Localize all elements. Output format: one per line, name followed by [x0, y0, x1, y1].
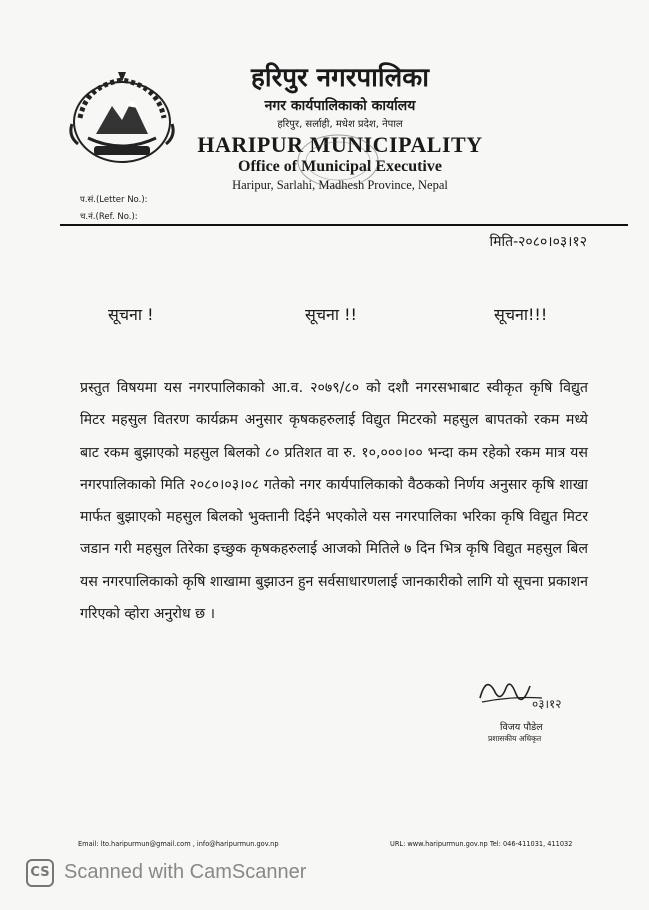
reference-number-label: च.नं.(Ref. No.): — [80, 212, 138, 222]
date-line: मिति-२०८०।०३।१२ — [489, 234, 587, 250]
notice-heading-2: सूचना !! — [305, 305, 357, 324]
municipality-name-en: HARIPUR MUNICIPALITY — [197, 132, 483, 157]
nepal-emblem-icon — [66, 66, 178, 170]
header-divider — [60, 224, 628, 226]
notice-heading-1: सूचना ! — [108, 305, 154, 324]
signature-icon — [472, 668, 572, 716]
office-seal-icon — [292, 128, 384, 194]
signer-name: विजय पौडेल — [500, 722, 543, 733]
address-en: Haripur, Sarlahi, Madhesh Province, Nepal — [232, 178, 448, 192]
letter-number-label: प.सं.(Letter No.): — [80, 195, 148, 205]
footer-url-tel: URL: www.haripurmun.gov.np Tel: 046-411031, 411032 — [390, 840, 573, 848]
signer-title: प्रशासकीय अधिकृत — [488, 734, 542, 743]
camscanner-logo-icon: CS — [26, 859, 54, 887]
municipality-name-np: हरिपुर नगरपालिका — [251, 63, 429, 93]
footer-email: Email: lto.haripurmun@gmail.com , info@haripurmun.gov.np — [78, 840, 279, 848]
camscanner-watermark: Scanned with CamScanner — [64, 861, 307, 883]
notice-body: प्रस्तुत विषयमा यस नगरपालिकाको आ.व. २०७९/८० को दशौ नगरसभाबाट स्वीकृत कृषि विद्युत मिटर महसुल वितरण कार्यक्रम अनुसार कृषकहरुलाई विद्युत मिटरको महसुल बापतको रकम मध्ये बाट रकम बुझाएको महसुल बिलको ८० प्रतिशत वा रु. १०,०००।०० भन्दा कम रहेको रकम मात्र यस नगरपालिकाको मिति २०८०।०३।०८ गतेको नगर कार्यपालिकाको वैठकको निर्णय अनुसार कृषि शाखा मार्फत बुझाएको महसुल बिलको भुक्तानी दिईने भएकोले यस नगरपालिका भरिका कृषि विद्युत मिटर जडान गरी महसुल तिरेका इच्छुक कृषकहरुलाई आजको मितिले ७ दिन भित्र कृषि विद्युत महसुल बिल यस नगरपालिकाको कृषि शाखामा बुझाउन हुन सर्वसाधारणलाई जानकारीको लागि यो सूचना प्रकाशन गरिएको व्होरा अनुरोध छ । — [80, 380, 588, 623]
office-name-np: नगर कार्यपालिकाको कार्यालय — [264, 98, 416, 114]
notice-heading-3: सूचना!!! — [494, 305, 548, 324]
office-name-en: Office of Municipal Executive — [238, 158, 442, 175]
address-np: हरिपुर, सर्लाही, मधेश प्रदेश, नेपाल — [277, 119, 403, 130]
signature-date: ०३।१२ — [532, 697, 562, 711]
